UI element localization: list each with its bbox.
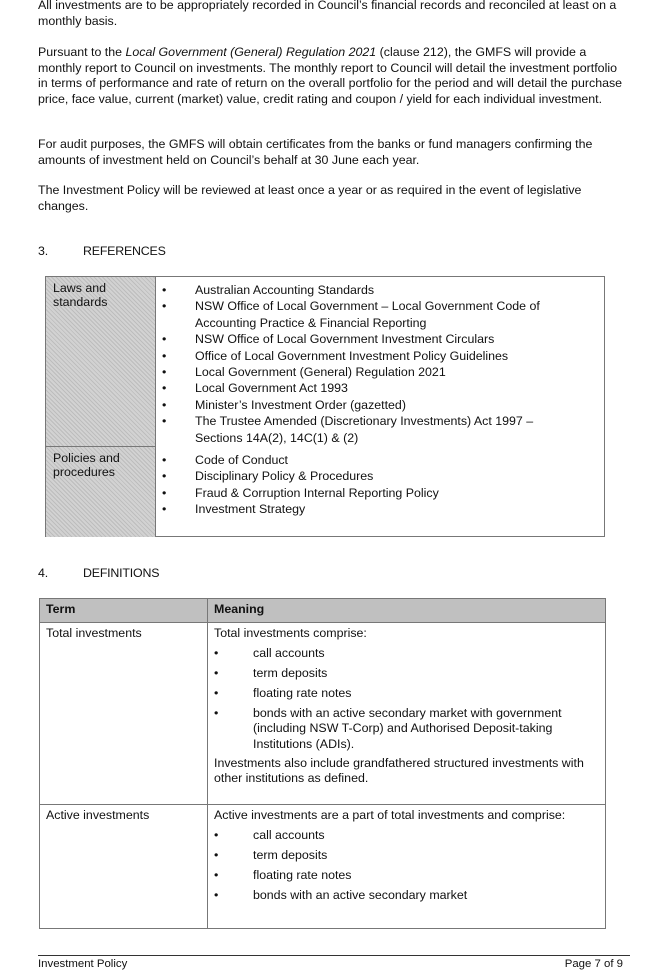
meaning-note: Investments also include grandfathered structured investments with other institutions as defined. xyxy=(214,755,584,786)
list-item: • bonds with an active secondary market with government (including NSW T-Corp) and Authorised Deposit-taking Institutions (ADIs). xyxy=(214,706,599,753)
paragraph-monthly-report xyxy=(38,45,630,107)
list-item: • NSW Office of Local Government – Local Government Code of Accounting Practice & Financial Reporting xyxy=(156,298,576,331)
table-row xyxy=(40,623,606,805)
list-item: • Investment Strategy xyxy=(156,501,576,517)
paragraph-monthly-report-pre: Pursuant to the xyxy=(38,45,126,59)
regulation-title: Local Government (General) Regulation 2021 xyxy=(125,45,377,59)
list-item: • floating rate notes xyxy=(214,868,599,884)
table-header-row xyxy=(40,599,606,623)
footer-page-number: Page 7 of 9 xyxy=(564,958,623,970)
list-item: • Australian Accounting Standards xyxy=(156,282,576,298)
section-title: DEFINITIONS xyxy=(83,566,160,580)
list-item: • Disciplinary Policy & Procedures xyxy=(156,468,576,484)
references-label-laws: Laws and standards xyxy=(46,277,156,447)
meaning-intro: Total investments comprise: xyxy=(214,626,367,640)
references-table xyxy=(45,276,605,537)
section-number: 4. xyxy=(38,566,48,580)
list-item: • term deposits xyxy=(214,848,599,864)
footer-divider xyxy=(38,955,630,956)
meaning-list xyxy=(214,646,599,753)
list-item: • call accounts xyxy=(214,828,599,844)
definitions-table xyxy=(39,598,606,929)
references-policies-list xyxy=(156,452,576,518)
references-laws-list xyxy=(156,282,576,446)
references-label-policies: Policies and procedures xyxy=(46,447,156,537)
list-item: • Local Government Act 1993 xyxy=(156,380,576,396)
column-header-term: Term xyxy=(40,599,208,623)
term-cell: Total investments xyxy=(40,623,208,805)
list-item: • The Trustee Amended (Discretionary Investments) Act 1997 – Sections 14A(2), 14C(1) & (2) xyxy=(156,413,576,446)
list-item: • Minister’s Investment Order (gazetted) xyxy=(156,397,576,413)
meaning-list xyxy=(214,828,599,904)
column-header-meaning: Meaning xyxy=(208,599,606,623)
meaning-cell xyxy=(208,623,606,805)
paragraph-monthly-report-post: (clause 212), the GMFS will provide a monthly report to Council on investments. The monthly report to Council will detail the investment portfolio in terms of performance and rate of return on the overall portfolio for the period and will detail the purchase price, face value, current (market) value, credit rating and coupon / yield for each individual investment. xyxy=(38,45,623,106)
list-item: • Local Government (General) Regulation 2021 xyxy=(156,364,576,380)
footer-document-title: Investment Policy xyxy=(38,958,128,970)
paragraph-audit: For audit purposes, the GMFS will obtain certificates from the banks or fund managers confirming the amounts of investment held on Council’s behalf at 30 June each year. xyxy=(38,137,593,167)
section-heading-references xyxy=(38,244,166,260)
section-title: REFERENCES xyxy=(83,244,166,258)
list-item: • Fraud & Corruption Internal Reporting Policy xyxy=(156,485,576,501)
section-number: 3. xyxy=(38,244,48,258)
paragraph-recording: All investments are to be appropriately recorded in Council’s financial records and reconciled at least on a monthly basis. xyxy=(38,0,617,28)
list-item: • bonds with an active secondary market xyxy=(214,888,599,904)
list-item: • NSW Office of Local Government Investment Circulars xyxy=(156,331,576,347)
paragraph-review: The Investment Policy will be reviewed at least once a year or as required in the event of legislative changes. xyxy=(38,183,582,213)
list-item: • floating rate notes xyxy=(214,686,599,702)
meaning-intro: Active investments are a part of total investments and comprise: xyxy=(214,808,566,822)
meaning-cell xyxy=(208,805,606,929)
list-item: • Code of Conduct xyxy=(156,452,576,468)
list-item: • call accounts xyxy=(214,646,599,662)
list-item: • term deposits xyxy=(214,666,599,682)
term-cell: Active investments xyxy=(40,805,208,929)
section-heading-definitions xyxy=(38,566,159,582)
list-item: • Office of Local Government Investment Policy Guidelines xyxy=(156,348,576,364)
table-row xyxy=(40,805,606,929)
